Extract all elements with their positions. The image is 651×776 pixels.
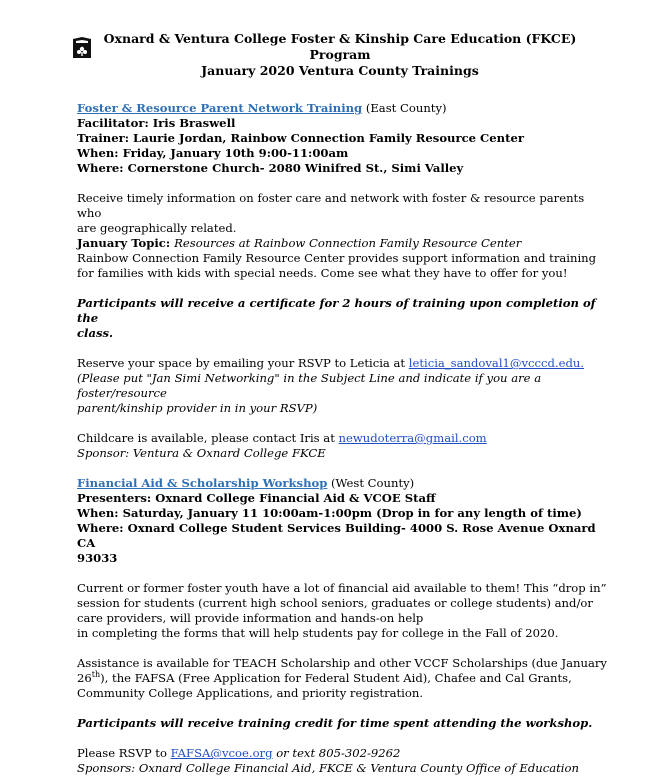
event1-sponsor: Sponsor: Ventura & Oxnard College FKCE [77, 446, 326, 460]
event2-where-line2: 93033 [77, 551, 118, 565]
event2-rsvp-text2: or text 805-302-9262 [272, 746, 401, 760]
event1-where: Where: Cornerstone Church- 2080 Winifred St., Simi Valley [77, 161, 464, 175]
event1-rsvp-note-line2: parent/kinship provider in in your RSVP) [77, 401, 318, 415]
event2-rsvp-text: Please RSVP to [77, 746, 171, 760]
event1-area: (East County) [362, 101, 447, 115]
event1-childcare-text: Childcare is available, please contact Iris at [77, 431, 339, 445]
event2-assist-line3: Community College Applications, and priority registration. [77, 686, 424, 700]
event2-rsvp-email-link[interactable]: FAFSA@vcoe.org [170, 746, 273, 760]
event2-sponsors: Sponsors: Oxnard College Financial Aid, FKCE & Ventura County Office of Education [77, 761, 579, 775]
event1-trainer: Trainer: Laurie Jordan, Rainbow Connection Family Resource Center [77, 131, 524, 145]
document-header [100, 31, 580, 79]
event1-childcare [77, 431, 607, 446]
event1-topic [77, 236, 607, 251]
event1-certificate-line2: class. [77, 326, 114, 340]
event2-desc-line1: Current or former foster youth have a lot of financial aid available to them! This “drop in” [77, 581, 607, 595]
event1-certificate-line1: Participants will receive a certificate for 2 hours of training upon completion of the [77, 296, 596, 325]
event2-when: When: Saturday, January 11 10:00am-1:00pm (Drop in for any length of time) [77, 506, 582, 520]
event2-desc-line2: session for students (current high school seniors, graduates or college students) and/or [77, 596, 593, 610]
fkce-logo-icon [71, 36, 93, 60]
event2-desc-line4: in completing the forms that will help students pay for college in the Fall of 2020. [77, 626, 559, 640]
event2-heading [77, 476, 607, 491]
event2-presenters: Presenters: Oxnard College Financial Aid & VCOE Staff [77, 491, 436, 505]
event1-rc-line1: Rainbow Connection Family Resource Center provides support information and training [77, 251, 597, 265]
event1-rsvp-note-line1: (Please put "Jan Simi Networking" in the Subject Line and indicate if you are a foster/resource [77, 371, 542, 400]
event2-where-line1: Where: Oxnard College Student Services Building- 4000 S. Rose Avenue Oxnard CA [77, 521, 596, 550]
event2-area: (West County) [327, 476, 415, 490]
event2-assist-day: 26 [77, 671, 92, 685]
event1-rsvp-text: Reserve your space by emailing your RSVP to Leticia at [77, 356, 409, 370]
event2-desc-line3: care providers, will provide information and hands-on help [77, 611, 424, 625]
event2-assist-line1: Assistance is available for TEACH Scholarship and other VCCF Scholarships (due January [77, 656, 607, 670]
event2-assist-sup: th [91, 670, 101, 680]
event2-assist-rest: ), the FAFSA (Free Application for Federal Student Aid), Chafee and Cal Grants, [100, 671, 572, 685]
event1-desc-line1: Receive timely information on foster care and network with foster & resource parents who [77, 191, 585, 220]
header-title: Oxnard & Ventura College Foster & Kinship Care Education (FKCE) Program [103, 31, 577, 62]
event2-credit: Participants will receive training credit for time spent attending the workshop. [77, 716, 593, 730]
event1-when: When: Friday, January 10th 9:00-11:00am [77, 146, 349, 160]
event1-rsvp [77, 356, 607, 371]
event1-topic-label: January Topic: [77, 236, 175, 250]
event1-desc-line2: are geographically related. [77, 221, 237, 235]
event1-title-link[interactable]: Foster & Resource Parent Network Training [77, 101, 363, 115]
event1-childcare-email-link[interactable]: newudoterra@gmail.com [338, 431, 487, 445]
document-body [77, 101, 607, 776]
event2-title-link[interactable]: Financial Aid & Scholarship Workshop [77, 476, 328, 490]
event1-topic-value: Resources at Rainbow Connection Family Resource Center [174, 236, 522, 250]
event1-rsvp-email-link[interactable]: leticia_sandoval1@vcccd.edu. [408, 356, 585, 370]
header-subtitle: January 2020 Ventura County Trainings [201, 63, 479, 78]
event1-rc-line2: for families with kids with special needs. Come see what they have to offer for you! [77, 266, 568, 280]
event1-facilitator: Facilitator: Iris Braswell [77, 116, 236, 130]
event2-assist-line2 [77, 671, 607, 686]
event2-rsvp [77, 746, 607, 761]
event1-heading [77, 101, 607, 116]
